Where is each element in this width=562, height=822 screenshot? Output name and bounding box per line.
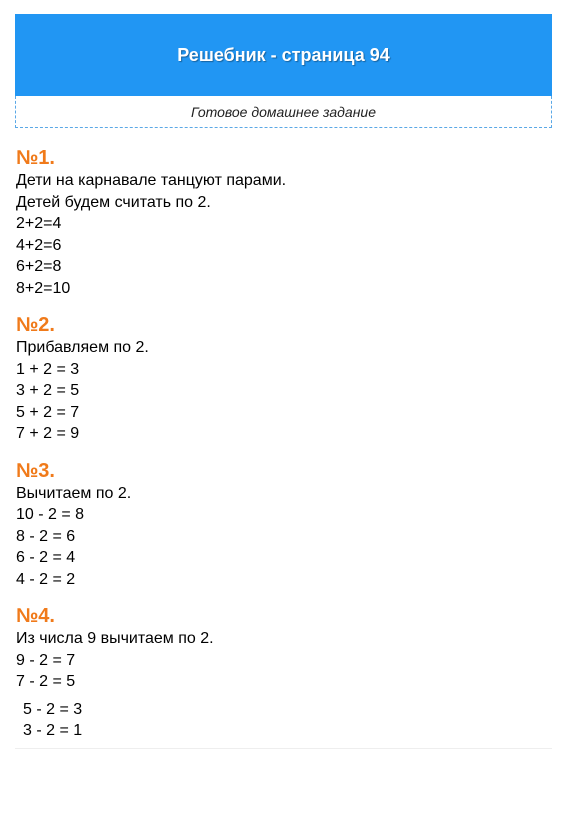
task-line: 5 - 2 = 3 [23, 700, 83, 718]
task-line: 7 + 2 = 9 [16, 425, 80, 442]
task-4-continuation [16, 699, 546, 742]
task-title: №2. [16, 314, 55, 336]
task-line: Дети на карнавале танцуют парами. [16, 172, 287, 189]
solutions-content [16, 146, 546, 756]
page-subtitle-box [15, 96, 552, 128]
task-line: 8+2=10 [16, 279, 71, 297]
task-line: Вычитаем по 2. [16, 484, 132, 502]
task-line: 3 + 2 = 5 [16, 382, 80, 399]
task-line: Прибавляем по 2. [16, 339, 149, 356]
task-line: 10 - 2 = 8 [16, 506, 85, 523]
task-line: 4 - 2 = 2 [16, 570, 76, 588]
divider [15, 748, 552, 749]
page-title: Решебник - страница 94 [177, 44, 390, 65]
task-line: 5 + 2 = 7 [16, 403, 80, 421]
task-line: 6 - 2 = 4 [16, 549, 76, 566]
task-line: 3 - 2 = 1 [23, 722, 83, 739]
task-line: Детей будем считать по 2. [16, 193, 211, 211]
task-3 [16, 459, 546, 591]
task-title: №1. [16, 147, 55, 169]
task-line: Из числа 9 вычитаем по 2. [16, 630, 214, 647]
task-1 [16, 146, 546, 299]
task-title: №4. [16, 605, 55, 627]
task-line: 6+2=8 [16, 258, 62, 275]
task-line: 9 - 2 = 7 [16, 651, 76, 669]
task-2 [16, 313, 546, 445]
task-line: 7 - 2 = 5 [16, 673, 76, 690]
page-subtitle: Готовое домашнее задание [190, 103, 376, 120]
task-line: 4+2=6 [16, 236, 62, 254]
page-header [15, 14, 552, 96]
task-line: 8 - 2 = 6 [16, 527, 76, 545]
task-title: №3. [16, 459, 55, 482]
task-4 [16, 604, 546, 742]
task-line: 1 + 2 = 3 [16, 360, 80, 378]
task-line: 2+2=4 [16, 215, 62, 232]
